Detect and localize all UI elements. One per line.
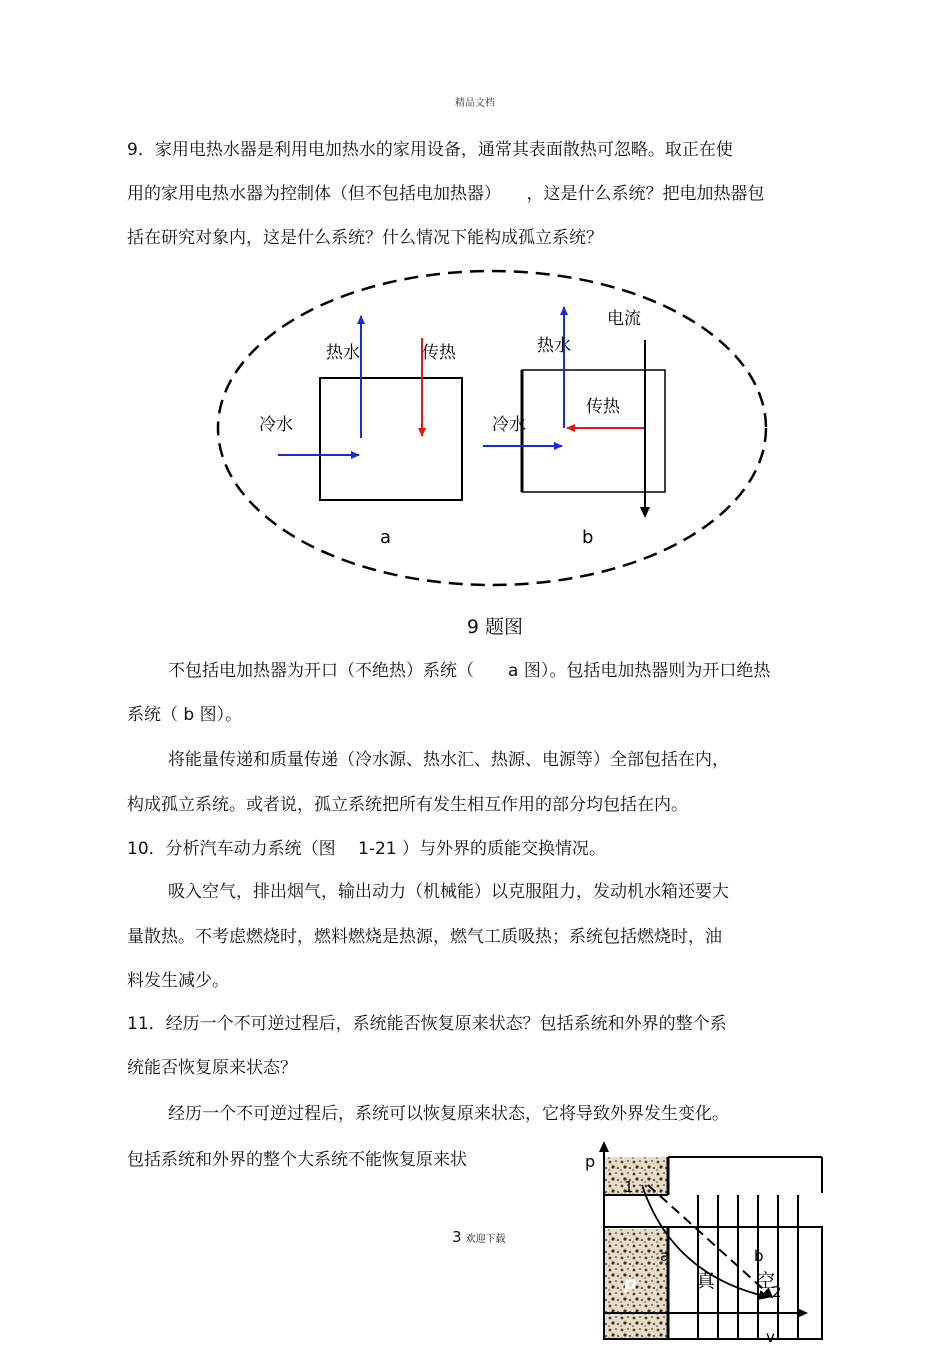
label-process-a: a [660,1247,670,1265]
label-heat-a: 传热 [422,343,456,363]
q9-line-1: 9．家用电热水器是利用电加热水的家用设备，通常其表面散热可忽略。取正在使 [127,140,733,160]
label-state-1: 1 [624,1178,634,1196]
a11-line-1: 经历一个不可逆过程后，系统可以恢复原来状态，它将导致外界发生变化。 [168,1104,729,1124]
q11-line-1: 11．经历一个不可逆过程后，系统能否恢复原来状态？包括系统和外界的整个系 [127,1014,727,1034]
label-v-axis: v [766,1328,775,1346]
a10-line-1: 吸入空气，排出烟气，输出动力（机械能）以克服阻力，发动机水箱还要大 [168,882,729,902]
label-vacuum-1: 真 [696,1270,716,1292]
label-hot-water-a: 热水 [326,343,360,363]
a10-line-2: 量散热。不考虑燃烧时，燃料燃烧是热源，燃气工质吸热；系统包括燃烧时，油 [127,927,722,947]
a9-line-2: 系统（ b 图）。 [127,705,243,725]
label-gas-pressure: p [624,1273,637,1294]
label-current: 电流 [607,309,641,329]
figure-11-diagram [560,1135,850,1348]
q9-line-2: 用的家用电热水器为控制体（但不包括电加热器） ，这是什么系统？把电加热器包 [127,184,765,204]
label-cold-water-b: 冷水 [492,415,526,435]
a10-line-3: 料发生减少。 [127,971,229,991]
box-b [522,370,665,492]
q10-line-1: 10．分析汽车动力系统（图 1-21 ）与外界的质能交换情况。 [127,839,607,859]
a11-line-2: 包括系统和外界的整个大系统不能恢复原来状 [127,1150,467,1170]
label-p-axis: p [585,1152,596,1171]
label-cold-water-a: 冷水 [259,415,293,435]
box-a [320,378,462,500]
label-process-b: b [754,1247,764,1265]
figure-9-caption: 9 题图 [466,616,524,638]
figure-9-diagram [0,260,950,600]
page-footer [452,1228,506,1246]
q9-line-3: 括在研究对象内，这是什么系统？什么情况下能构成孤立系统？ [127,228,603,248]
footer-tagline: 欢迎下载 [465,1234,506,1245]
label-b: b [582,527,594,548]
label-state-2: 2 [772,1283,782,1301]
label-hot-water-b: 热水 [537,336,571,356]
q11-line-2: 统能否恢复原来状态？ [127,1058,297,1078]
a9-line-3: 将能量传递和质量传递（冷水源、热水汇、热源、电源等）全部包括在内， [168,750,729,770]
a9-line-1: 不包括电加热器为开口（不绝热）系统（ a 图）。包括电加热器则为开口绝热 [168,661,771,681]
label-a: a [380,527,392,548]
label-heat-b: 传热 [586,397,620,417]
page-number: 3 [452,1228,462,1246]
a9-line-4: 构成孤立系统。或者说，孤立系统把所有发生相互作用的部分均包括在内。 [127,795,688,815]
label-vacuum-2: 空 [756,1270,776,1292]
page-header: 精品文档 [455,98,495,109]
